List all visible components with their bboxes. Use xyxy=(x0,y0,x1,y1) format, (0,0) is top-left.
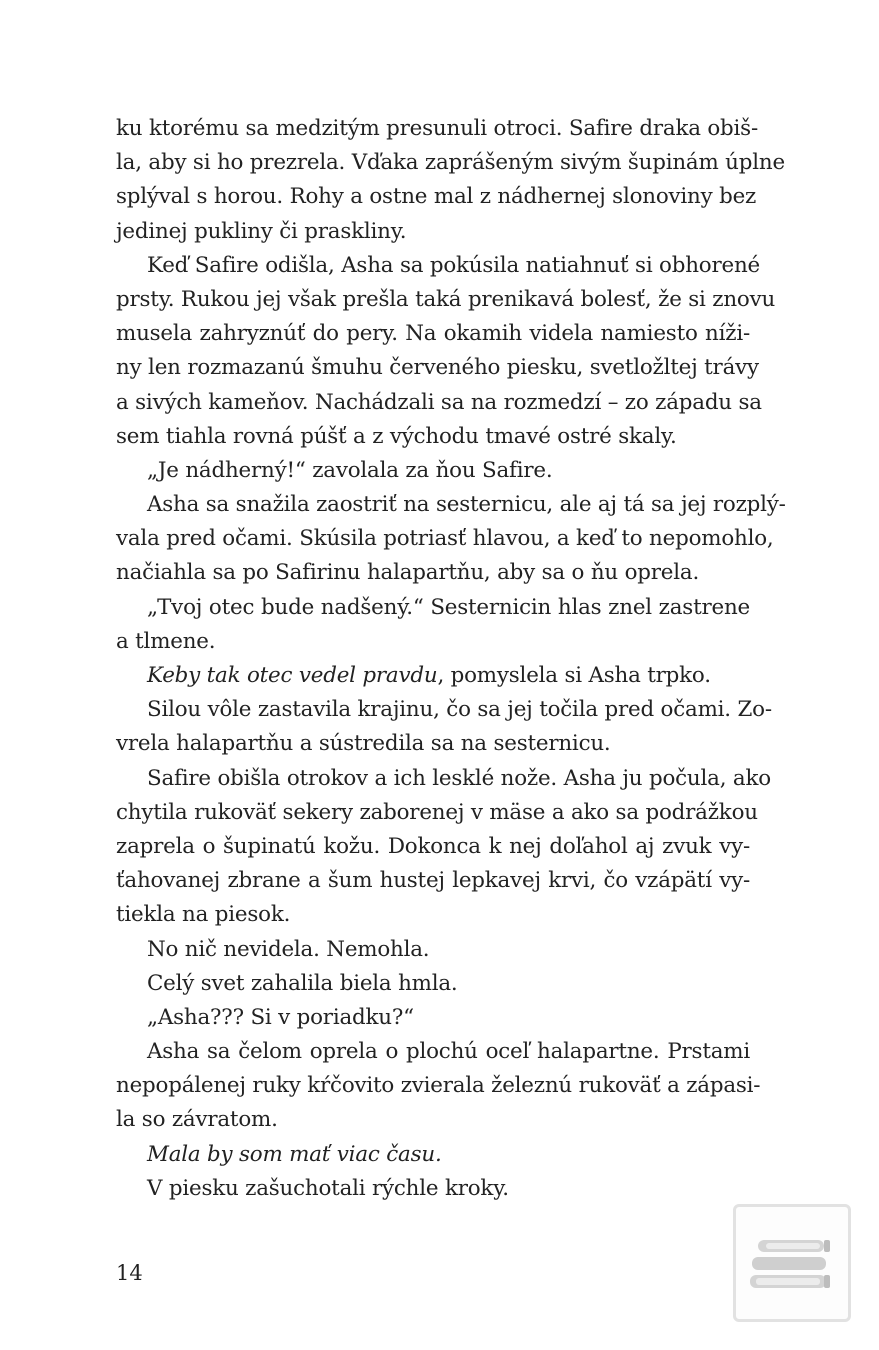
text-line: splýval s horou. Rohy a ostne mal z nádhernej slonoviny bez xyxy=(116,184,757,210)
text-line: zaprela o šupinatú kožu. Dokonca k nej doľahol aj zvuk vy- xyxy=(116,833,750,859)
text-line: „Asha??? Si v poriadku?“ xyxy=(147,1004,414,1030)
text-line: vrela halapartňu a sústredila sa na sesternicu. xyxy=(116,731,611,757)
text-line: nepopálenej ruky kŕčovito zvierala železnú rukoväť a zápasi- xyxy=(116,1073,761,1099)
text-line: chytila rukoväť sekery zaborenej v mäse a ako sa podrážkou xyxy=(116,799,758,825)
text-line: načiahla sa po Safirinu halapartňu, aby sa o ňu oprela. xyxy=(116,560,700,586)
text-line: Keby tak otec vedel pravdu, pomyslela si Asha trpko. xyxy=(147,663,711,688)
text-line: „Je nádherný!“ zavolala za ňou Safire. xyxy=(147,457,553,483)
italic-phrase: Mala by som mať viac času. xyxy=(147,1141,442,1167)
book-stack-icon xyxy=(736,1207,848,1319)
text-line: musela zahryznúť do pery. Na okamih videla namiesto níži- xyxy=(116,321,750,347)
text-line: ny len rozmazanú šmuhu červeného piesku, svetložltej trávy xyxy=(116,355,759,381)
text-line: a tlmene. xyxy=(116,628,216,654)
text-line: Asha sa čelom oprela o plochú oceľ halapartne. Prstami xyxy=(147,1039,750,1065)
text-line: Asha sa snažila zaostriť na sesternicu, ale aj tá sa jej rozplý- xyxy=(147,492,786,518)
text-line: No nič nevidela. Nemohla. xyxy=(147,936,430,962)
text-line: Keď Safire odišla, Asha sa pokúsila natiahnuť si obhorené xyxy=(147,252,761,278)
text-line: Silou vôle zastavila krajinu, čo sa jej točila pred očami. Zo- xyxy=(147,697,772,723)
text-line: Celý svet zahalila biela hmla. xyxy=(147,970,458,996)
text-line: vala pred očami. Skúsila potriasť hlavou, a keď to nepomohlo, xyxy=(116,526,774,552)
text-line: V piesku zašuchotali rýchle kroky. xyxy=(147,1175,509,1201)
page-number: 14 xyxy=(116,1261,143,1285)
body-text xyxy=(116,112,786,1206)
text-line xyxy=(116,1138,750,1172)
text-line: jedinej pukliny či praskliny. xyxy=(116,218,407,244)
text-line: prsty. Rukou jej však prešla taká prenikavá bolesť, že si znovu xyxy=(116,286,776,312)
text-line: Safire obišla otrokov a ich lesklé nože. Asha ju počula, ako xyxy=(147,765,771,791)
italic-phrase: Keby tak otec vedel pravdu xyxy=(147,663,438,688)
text-line: la so závratom. xyxy=(116,1107,278,1133)
text-line: ku ktorému sa medzitým presunuli otroci. Safire draka obiš- xyxy=(116,116,758,141)
text-line: a sivých kameňov. Nachádzali sa na rozmedzí – zo západu sa xyxy=(116,389,762,415)
text-line: tiekla na piesok. xyxy=(116,902,291,928)
text-line: la, aby si ho prezrela. Vďaka zaprášeným sivým šupinám úplne xyxy=(116,150,785,176)
text-line: sem tiahla rovná púšť a z východu tmavé ostré skaly. xyxy=(116,423,677,449)
text-line: „Tvoj otec bude nadšený.“ Sesternicin hlas znel zastrene xyxy=(147,594,750,620)
book-badge xyxy=(733,1204,851,1322)
text-line: ťahovanej zbrane a šum hustej lepkavej krvi, čo vzápätí vy- xyxy=(116,868,750,894)
